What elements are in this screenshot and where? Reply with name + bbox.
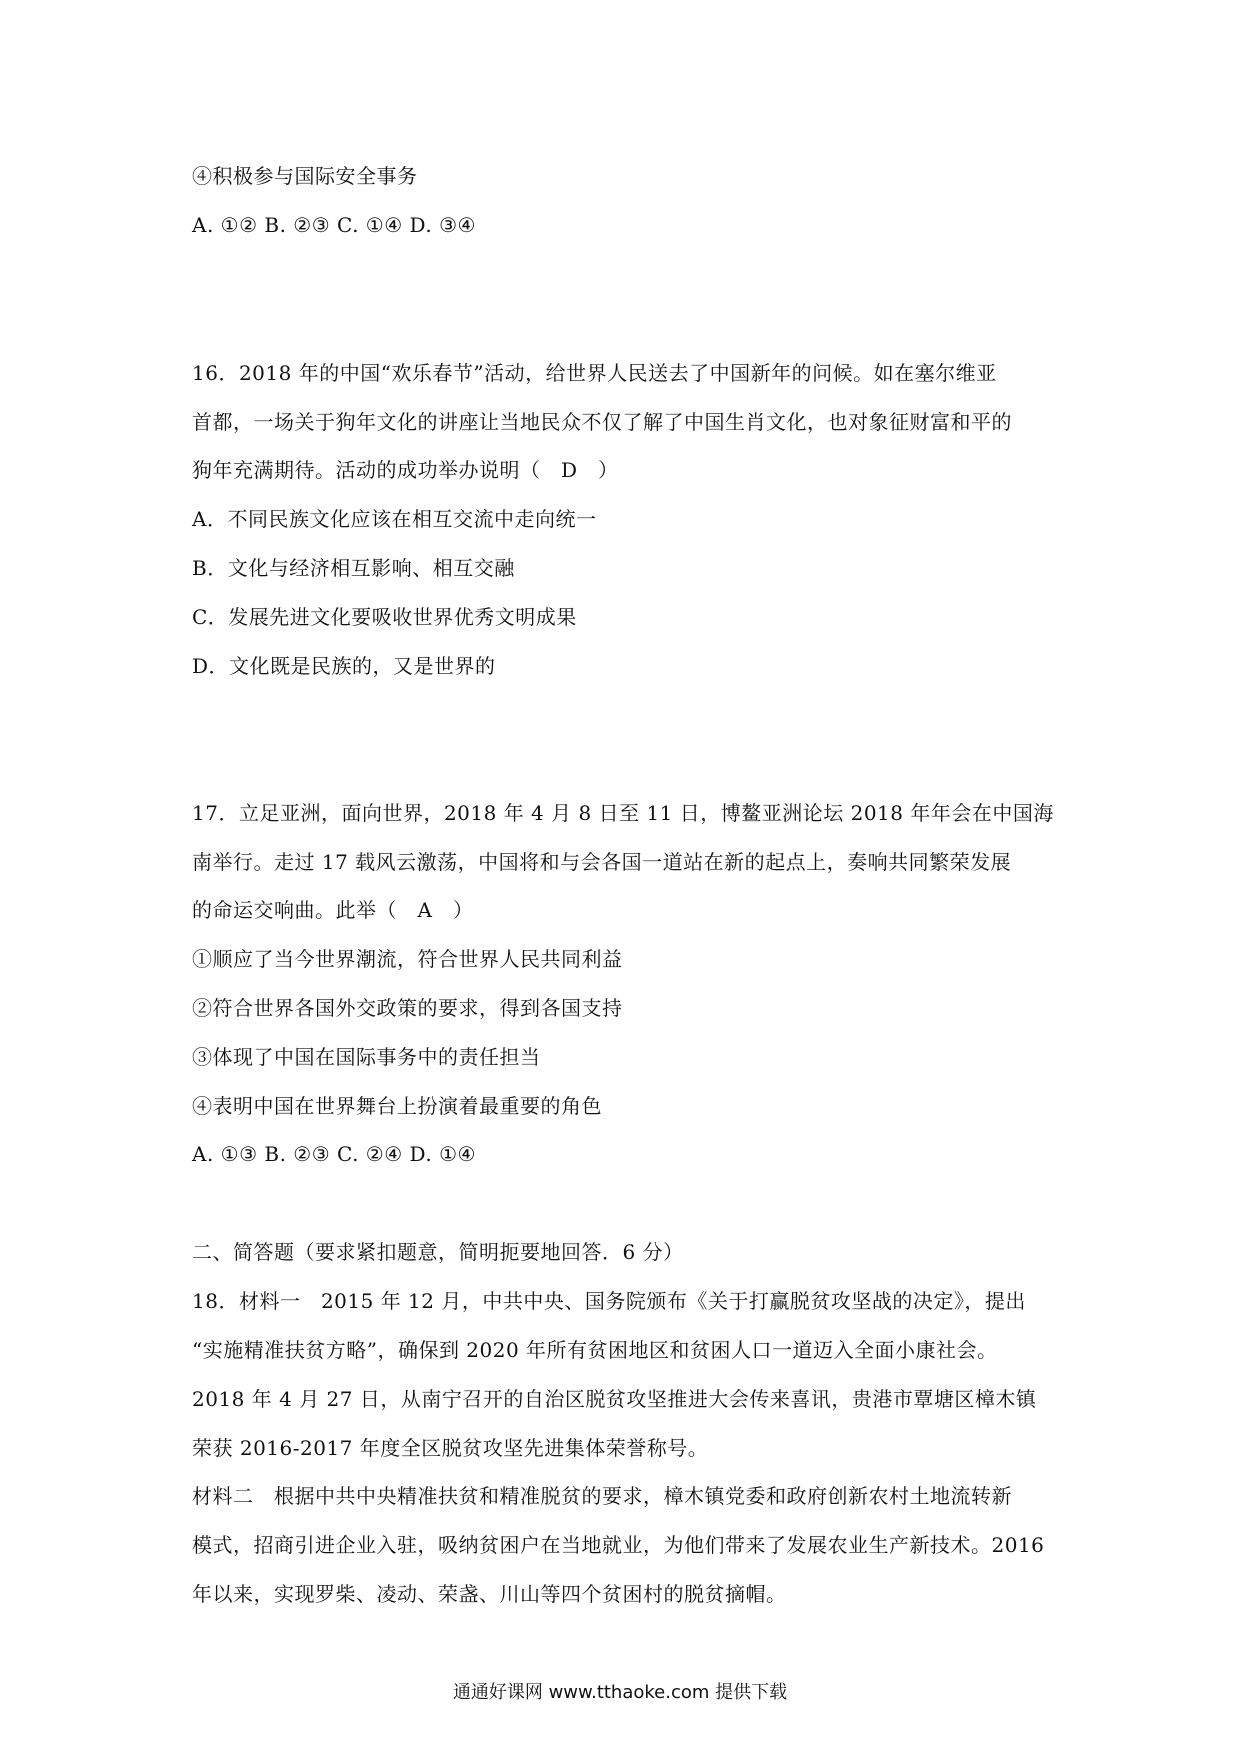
q16-option-c: C．发展先进文化要吸收世界优秀文明成果 xyxy=(192,605,577,629)
q18-material-line-6: 模式，招商引进企业入驻，吸纳贫困户在当地就业，为他们带来了发展农业生产新技术。2016 xyxy=(192,1533,1045,1557)
q17-stem-line-2: 南举行。走过 17 载风云激荡，中国将和与会各国一道站在新的起点上，奏响共同繁荣发展 xyxy=(192,850,1012,874)
q16-stem-line-2: 首都，一场关于狗年文化的讲座让当地民众不仅了解了中国生肖文化，也对象征财富和平的 xyxy=(192,410,1012,434)
q16-stem-line-3: 狗年充满期待。活动的成功举办说明（ D ） xyxy=(192,458,619,482)
q17-statement-3: ③体现了中国在国际事务中的责任担当 xyxy=(192,1045,541,1069)
q17-statement-2: ②符合世界各国外交政策的要求，得到各国支持 xyxy=(192,996,623,1020)
q17-stem-line-3: 的命运交响曲。此举（ A ） xyxy=(192,898,474,922)
q16-option-a: A．不同民族文化应该在相互交流中走向统一 xyxy=(192,507,597,531)
page-footer-watermark: 通通好课网 www.tthaoke.com 提供下载 xyxy=(452,1682,788,1703)
section-2-heading: 二、简答题（要求紧扣题意，简明扼要地回答．6 分） xyxy=(192,1240,684,1264)
q18-material-line-1: 18．材料一 2015 年 12 月，中共中央、国务院颁布《关于打赢脱贫攻坚战的决定》，提出 xyxy=(192,1289,1026,1313)
q16-option-d: D．文化既是民族的，又是世界的 xyxy=(192,654,496,678)
q18-material-line-4: 荣获 2016-2017 年度全区脱贫攻坚先进集体荣誉称号。 xyxy=(192,1436,709,1460)
q17-answer-choices: A. ①③ B. ②③ C. ②④ D. ①④ xyxy=(192,1142,476,1166)
q16-option-b: B．文化与经济相互影响、相互交融 xyxy=(192,556,515,580)
q16-stem-line-1: 16．2018 年的中国“欢乐春节”活动，给世界人民送去了中国新年的问候。如在塞尔维亚 xyxy=(192,361,997,385)
q15-option-4: ④积极参与国际安全事务 xyxy=(192,164,418,188)
q17-stem-line-1: 17．立足亚洲，面向世界，2018 年 4 月 8 日至 11 日，博鳌亚洲论坛 2018 年年会在中国海 xyxy=(192,801,1054,825)
q18-material-line-2: “实施精准扶贫方略”，确保到 2020 年所有贫困地区和贫困人口一道迈入全面小康社会。 xyxy=(192,1338,998,1362)
q17-statement-1: ①顺应了当今世界潮流，符合世界人民共同利益 xyxy=(192,947,623,971)
q17-statement-4: ④表明中国在世界舞台上扮演着最重要的角色 xyxy=(192,1094,602,1118)
q18-material-line-5: 材料二 根据中共中央精准扶贫和精准脱贫的要求，樟木镇党委和政府创新农村土地流转新 xyxy=(192,1484,1012,1508)
q18-material-line-3: 2018 年 4 月 27 日，从南宁召开的自治区脱贫攻坚推进大会传来喜讯，贵港市覃塘区樟木镇 xyxy=(192,1387,1037,1411)
q15-answer-choices: A. ①② B. ②③ C. ①④ D. ③④ xyxy=(192,213,476,237)
q18-material-line-7: 年以来，实现罗柴、凌动、荣盏、川山等四个贫困村的脱贫摘帽。 xyxy=(192,1582,787,1606)
